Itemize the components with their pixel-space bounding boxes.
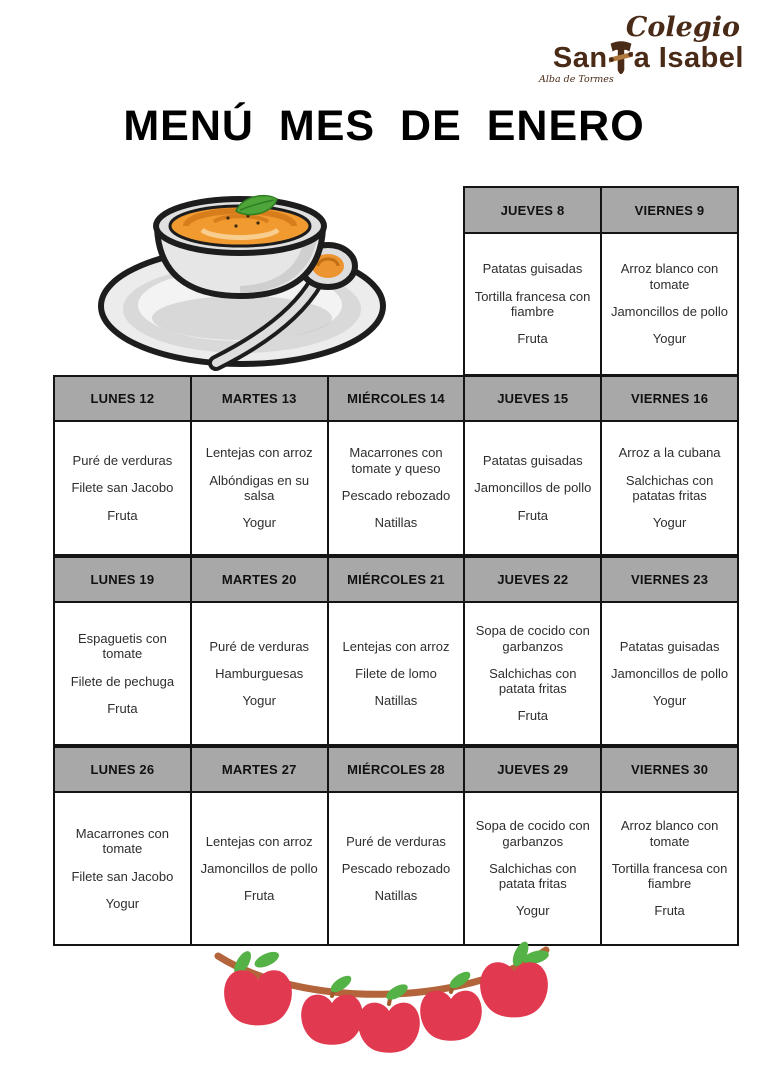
- day-menu-cell: [192, 422, 327, 554]
- menu-item: Yogur: [652, 693, 687, 709]
- menu-item: Sopa de cocido con garbanzos: [475, 623, 590, 654]
- day-menu-cell: [602, 603, 737, 744]
- menu-item: Lentejas con arroz: [205, 833, 313, 849]
- day-menu-cell: [465, 234, 600, 374]
- day-menu-cell: [465, 422, 600, 554]
- menu-item: Fruta: [517, 507, 548, 523]
- menu-item: Tortilla francesa con fiambre: [611, 860, 728, 892]
- menu-item: Natillas: [374, 888, 418, 904]
- menu-item: Tortilla francesa con fiambre: [474, 288, 591, 319]
- menu-item: Jamoncillos de pollo: [610, 304, 729, 319]
- menu-item: Fruta: [244, 888, 275, 904]
- menu-item: Jamoncillos de pollo: [474, 480, 592, 496]
- menu-item: Arroz a la cubana: [618, 445, 721, 461]
- menu-item: Salchichas con patata fritas: [489, 665, 577, 697]
- menu-item: Macarrones con tomate: [75, 825, 169, 857]
- day-menu-cell: [602, 422, 737, 554]
- soup-bowl-illustration: [90, 166, 390, 376]
- menu-item: Lentejas con arroz: [205, 445, 313, 461]
- menu-item: Macarrones con tomate y queso: [349, 445, 443, 476]
- day-header: JUEVES 29: [465, 748, 600, 791]
- menu-item: Jamoncillos de pollo: [611, 665, 729, 681]
- day-menu-cell: [602, 793, 737, 944]
- menu-item: Yogur: [652, 331, 687, 347]
- day-header: VIERNES 30: [602, 748, 737, 791]
- day-menu-cell: [55, 793, 190, 944]
- menu-item: Yogur: [105, 895, 140, 911]
- day-header: MARTES 27: [192, 748, 327, 791]
- day-header: LUNES 19: [55, 558, 190, 601]
- day-header: VIERNES 23: [602, 558, 737, 601]
- day-header: JUEVES 15: [465, 377, 600, 420]
- day-menu-cell: [329, 422, 464, 554]
- day-menu-cell: [192, 603, 327, 744]
- menu-item: Puré de verduras: [346, 833, 446, 849]
- day-header: MIÉRCOLES 14: [329, 377, 464, 420]
- menu-item: Filete san Jacobo: [71, 868, 174, 884]
- menu-item: Espaguetis con tomate: [77, 630, 167, 662]
- menu-item: Albóndigas en su salsa: [209, 472, 310, 503]
- day-menu-cell: [329, 793, 464, 944]
- menu-item: Fruta: [654, 903, 685, 919]
- day-menu-cell: [329, 603, 464, 744]
- menu-item: Yogur: [242, 693, 276, 709]
- tau-cross-icon: [609, 37, 633, 79]
- menu-item: Yogur: [242, 515, 276, 531]
- day-header: MARTES 13: [192, 377, 327, 420]
- day-header: JUEVES 8: [465, 188, 600, 232]
- school-location: Alba de Tormes: [539, 74, 614, 85]
- menu-item: Fruta: [107, 700, 138, 716]
- menu-week-table-4: [53, 746, 739, 946]
- menu-item: Sopa de cocido con garbanzos: [475, 818, 590, 849]
- menu-week-table-2: [53, 375, 739, 556]
- day-menu-cell: [465, 793, 600, 944]
- logo-script-word: Colegio: [625, 12, 740, 43]
- menu-item: Fruta: [107, 507, 138, 523]
- menu-item: Patatas guisadas: [482, 453, 583, 468]
- apple-garland-illustration: [208, 940, 556, 1056]
- menu-item: Natillas: [374, 515, 418, 531]
- day-menu-cell: [465, 603, 600, 744]
- menu-item: Yogur: [516, 903, 550, 919]
- day-header: MARTES 20: [192, 558, 327, 601]
- menu-item: Yogur: [652, 515, 687, 531]
- school-name-left: San: [552, 42, 608, 75]
- school-name-right: a Isabel: [633, 42, 744, 75]
- menu-item: Pescado rebozado: [341, 860, 451, 876]
- menu-item: Fruta: [517, 708, 548, 724]
- day-header: MIÉRCOLES 28: [329, 748, 464, 791]
- day-header: VIERNES 16: [602, 377, 737, 420]
- school-logo: [529, 14, 744, 85]
- menu-item: Natillas: [374, 693, 418, 709]
- menu-item: Lentejas con arroz: [342, 638, 450, 654]
- day-header: LUNES 12: [55, 377, 190, 420]
- menu-item: Arroz blanco con tomate: [620, 261, 719, 292]
- menu-item: Arroz blanco con tomate: [620, 818, 719, 849]
- menu-item: Hamburguesas: [215, 665, 304, 681]
- day-menu-cell: [55, 603, 190, 744]
- day-header: MIÉRCOLES 21: [329, 558, 464, 601]
- day-menu-cell: [602, 234, 737, 374]
- menu-week-table-3: [53, 556, 739, 746]
- menu-item: Patatas guisadas: [619, 638, 720, 654]
- menu-item: Filete san Jacobo: [71, 480, 174, 496]
- menu-item: Puré de verduras: [209, 638, 310, 654]
- day-header: JUEVES 22: [465, 558, 600, 601]
- menu-item: Patatas guisadas: [482, 261, 583, 277]
- menu-item: Fruta: [517, 331, 548, 347]
- school-name: [529, 37, 744, 73]
- menu-item: Salchichas con patata fritas: [489, 860, 577, 892]
- menu-week-table-1: [463, 186, 739, 376]
- menu-item: Filete de pechuga: [70, 673, 175, 689]
- menu-item: Puré de verduras: [72, 453, 173, 468]
- day-menu-cell: [192, 793, 327, 944]
- menu-item: Pescado rebozado: [341, 488, 451, 503]
- day-header: LUNES 26: [55, 748, 190, 791]
- page-title: MENÚ MES DE ENERO: [123, 102, 645, 150]
- menu-item: Jamoncillos de pollo: [200, 860, 318, 876]
- menu-item: Salchichas con patatas fritas: [625, 472, 714, 503]
- menu-item: Filete de lomo: [355, 665, 437, 681]
- day-header: VIERNES 9: [602, 188, 737, 232]
- day-menu-cell: [55, 422, 190, 554]
